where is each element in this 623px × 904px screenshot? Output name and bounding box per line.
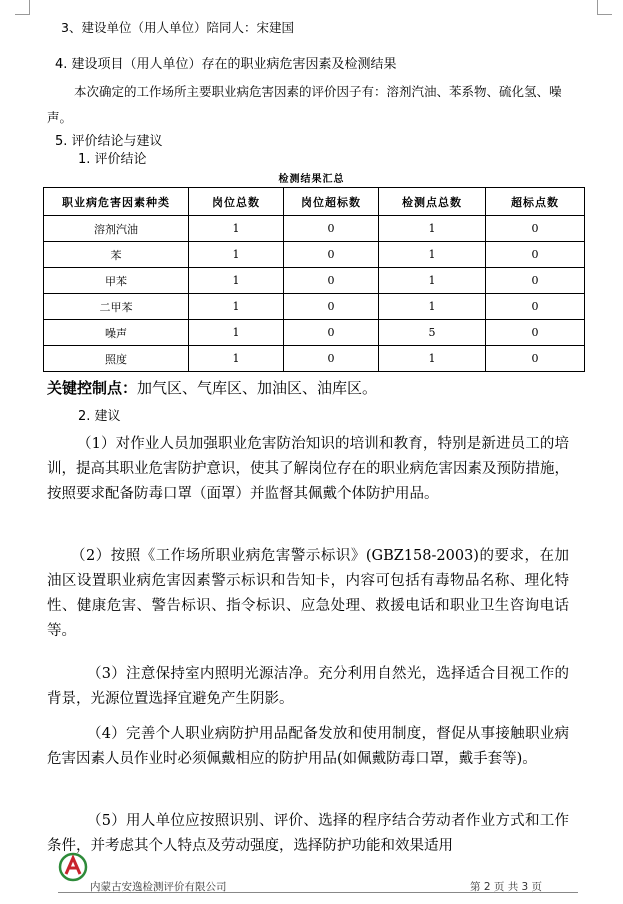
table-cell: 0 xyxy=(486,320,585,346)
suggestion-text: （4）完善个人职业病防护用品配备发放和使用制度，督促从事接触职业病危害因素人员作业时必须佩戴相应的防护用品(如佩戴防毒口罩，戴手套等)。 xyxy=(47,726,569,767)
table-row xyxy=(44,346,585,372)
table-cell: 0 xyxy=(284,294,379,320)
footer-page-number: 第 2 页 共 3 页 xyxy=(470,881,543,893)
key-control-points-value: 加气区、气库区、加油区、油库区。 xyxy=(137,379,378,397)
table-cell: 0 xyxy=(284,346,379,372)
section-4-text-cont: 声。 xyxy=(47,110,73,125)
table-cell: 二甲苯 xyxy=(44,294,189,320)
table-header-cell: 检测点总数 xyxy=(379,188,486,216)
table-row xyxy=(44,268,585,294)
suggestion-text: （2）按照《工作场所职业病危害警示标识》(GBZ158-2003)的要求，在加油区设置职业病危害因素警示标识和告知卡，内容可包括有毒物品名称、理化特性、健康危害、警告标识、指令标识、应急处理、救援电话和职业卫生咨询电话等。 xyxy=(47,548,569,639)
table-cell: 1 xyxy=(379,268,486,294)
evaluation-conclusion-heading: 1. 评价结论 xyxy=(78,152,147,167)
section-5-title: 5. 评价结论与建议 xyxy=(55,134,163,149)
table-cell: 0 xyxy=(486,242,585,268)
company-logo-icon xyxy=(58,852,88,882)
suggestion-item-3 xyxy=(47,662,569,712)
key-control-points-label: 关键控制点： xyxy=(47,379,138,397)
table-header-cell: 超标点数 xyxy=(486,188,585,216)
table-cell: 5 xyxy=(379,320,486,346)
table-cell: 苯 xyxy=(44,242,189,268)
table-cell: 1 xyxy=(189,346,284,372)
table-header-cell: 岗位总数 xyxy=(189,188,284,216)
table-cell: 1 xyxy=(379,242,486,268)
table-cell: 1 xyxy=(189,216,284,242)
table-cell: 1 xyxy=(189,268,284,294)
table-cell: 0 xyxy=(486,268,585,294)
table-row xyxy=(44,216,585,242)
footer-company: 内蒙古安逸检测评价有限公司 xyxy=(90,881,227,893)
crop-mark-top-left xyxy=(15,0,30,15)
table-cell: 1 xyxy=(379,216,486,242)
table-cell: 1 xyxy=(189,242,284,268)
section-4-text: 本次确定的工作场所主要职业病危害因素的评价因子有：溶剂汽油、苯系物、硫化氢、噪 xyxy=(74,84,562,99)
suggestion-text: （5）用人单位应按照识别、评价、选择的程序结合劳动者作业方式和工作条件，并考虑其个人特点及劳动强度，选择防护功能和效果适用 xyxy=(47,813,569,854)
table-cell: 1 xyxy=(189,294,284,320)
table-row xyxy=(44,320,585,346)
table-cell: 0 xyxy=(284,216,379,242)
table-row xyxy=(44,242,585,268)
table-caption: 检测结果汇总 xyxy=(278,174,345,185)
table-cell: 0 xyxy=(284,320,379,346)
results-table xyxy=(43,187,585,372)
table-cell: 0 xyxy=(284,242,379,268)
table-cell: 1 xyxy=(379,346,486,372)
logo-letter xyxy=(66,858,80,874)
table-cell: 0 xyxy=(486,294,585,320)
suggestion-item-2 xyxy=(47,544,569,644)
table-cell: 甲苯 xyxy=(44,268,189,294)
table-cell: 照度 xyxy=(44,346,189,372)
table-cell: 噪声 xyxy=(44,320,189,346)
table-cell: 0 xyxy=(486,346,585,372)
footer-divider xyxy=(58,892,578,893)
suggestion-item-5 xyxy=(47,809,569,859)
key-control-points xyxy=(47,378,377,398)
table-header-cell: 岗位超标数 xyxy=(284,188,379,216)
table-cell: 1 xyxy=(379,294,486,320)
table-cell: 0 xyxy=(486,216,585,242)
suggestion-item-4 xyxy=(47,722,569,772)
table-header-row xyxy=(44,188,585,216)
suggestion-item-1 xyxy=(47,432,569,507)
table-cell: 0 xyxy=(284,268,379,294)
table-header-cell: 职业病危害因素种类 xyxy=(44,188,189,216)
table-cell: 溶剂汽油 xyxy=(44,216,189,242)
suggestion-text: （1）对作业人员加强职业危害防治知识的培训和教育，特别是新进员工的培训，提高其职业危害防护意识，使其了解岗位存在的职业病危害因素及预防措施，按照要求配备防毒口罩（面罩）并监督其佩戴个体防护用品。 xyxy=(47,436,569,502)
section-4-title: 4. 建设项目（用人单位）存在的职业病危害因素及检测结果 xyxy=(55,57,397,72)
crop-mark-top-right xyxy=(597,0,612,15)
suggestion-text: （3）注意保持室内照明光源洁净。充分利用自然光，选择适合目视工作的背景，光源位置选择宜避免产生阴影。 xyxy=(47,666,569,707)
suggestions-heading: 2. 建议 xyxy=(78,409,121,424)
table-row xyxy=(44,294,585,320)
table-cell: 1 xyxy=(189,320,284,346)
accompany-line: 3、建设单位（用人单位）陪同人：宋建国 xyxy=(61,20,294,35)
